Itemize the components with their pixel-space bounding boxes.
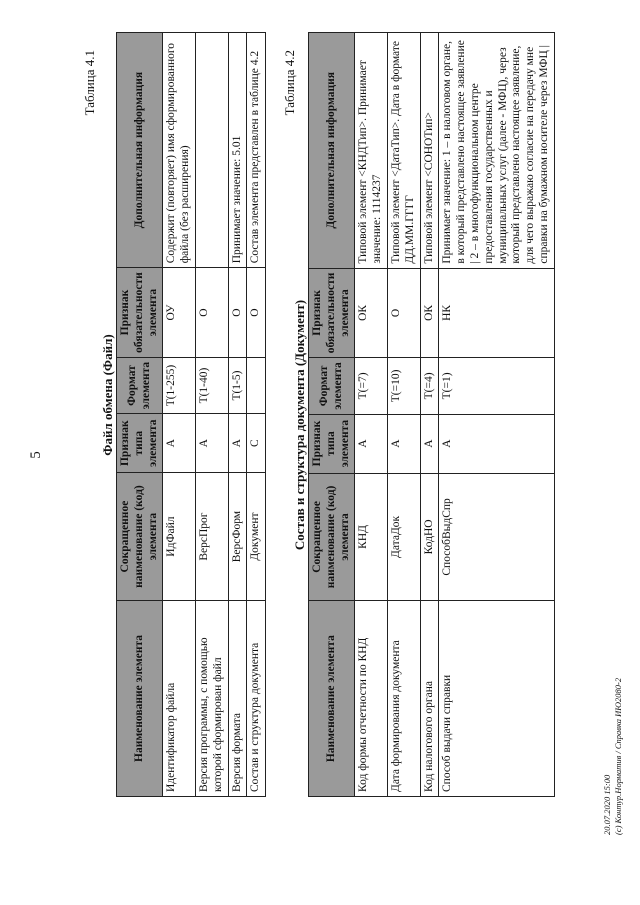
- cell-format: Т(=1): [439, 358, 554, 414]
- table-row: [228, 33, 247, 797]
- cell-additional-info: Содержит (повторяет) имя сформированного файла (без расширения): [163, 33, 196, 268]
- table-row: [163, 33, 196, 797]
- cell-type: С: [247, 414, 266, 473]
- cell-required: ОУ: [163, 268, 196, 358]
- cell-short-name: СпособВыдСпр: [439, 473, 554, 601]
- cell-required: О: [247, 268, 266, 358]
- cell-format: Т(=7): [355, 358, 388, 414]
- table-header-row: [309, 33, 355, 797]
- table-document-structure: [308, 32, 555, 797]
- table-row: [420, 33, 439, 797]
- cell-short-name: ДатаДок: [387, 473, 420, 601]
- page-number: 5: [28, 451, 44, 459]
- table-row: [387, 33, 420, 797]
- table-row: [439, 33, 554, 797]
- cell-required: О: [387, 268, 420, 358]
- header-type: Признак типа элемента: [117, 414, 163, 473]
- cell-additional-info: Типовой элемент <СОНОТип>: [420, 33, 439, 269]
- cell-short-name: КодНО: [420, 473, 439, 601]
- cell-element-name: Код налогового органа: [420, 601, 439, 797]
- cell-required: О: [195, 268, 228, 358]
- cell-required: О: [228, 268, 247, 358]
- cell-format: [247, 357, 266, 413]
- cell-additional-info: Состав элемента представлен в таблице 4.2: [247, 33, 266, 268]
- table-row: [195, 33, 228, 797]
- cell-short-name: ИдФайл: [163, 473, 196, 601]
- cell-short-name: Документ: [247, 473, 266, 601]
- cell-element-name: Дата формирования документа: [387, 601, 420, 797]
- cell-required: ОК: [420, 268, 439, 358]
- header-required: Признак обязательности элемента: [309, 268, 355, 358]
- header-format: Формат элемента: [117, 357, 163, 413]
- table-2-caption: Состав и структура документа (Документ): [292, 299, 307, 551]
- cell-format: Т(=10): [387, 358, 420, 414]
- cell-required: НК: [439, 268, 554, 358]
- cell-element-name: Идентификатор файла: [163, 600, 196, 796]
- table-header-row: [117, 33, 163, 797]
- cell-required: ОК: [355, 268, 388, 358]
- header-element-name: Наименование элемента: [309, 601, 355, 797]
- cell-element-name: Версия формата: [228, 600, 247, 796]
- header-short-name: Сокращенное наименование (код) элемента: [117, 473, 163, 601]
- table-1-caption: Файл обмена (Файл): [100, 334, 115, 456]
- cell-additional-info: Типовой элемент <КНДТип>. Принимает значение: 1114237: [355, 33, 388, 269]
- cell-format: Т(1-5): [228, 357, 247, 413]
- cell-short-name: ВерсФорм: [228, 473, 247, 601]
- cell-additional-info: Принимает значение: 5.01: [228, 33, 247, 268]
- cell-format: Т(=4): [420, 358, 439, 414]
- header-format: Формат элемента: [309, 358, 355, 414]
- cell-element-name: Версия программы, с помощью которой сформирован файл: [195, 600, 228, 796]
- cell-short-name: КНД: [355, 473, 388, 601]
- table-exchange-file: [116, 32, 266, 797]
- header-additional-info: Дополнительная информация: [117, 33, 163, 268]
- header-type: Признак типа элемента: [309, 414, 355, 473]
- cell-short-name: ВерсПрог: [195, 473, 228, 601]
- cell-element-name: Способ выдачи справки: [439, 601, 554, 797]
- cell-format: Т(1-255): [163, 357, 196, 413]
- header-additional-info: Дополнительная информация: [309, 33, 355, 269]
- table-row: [247, 33, 266, 797]
- table-2-number: Таблица 4.2: [282, 50, 297, 116]
- cell-additional-info: Типовой элемент <ДатаТип>. Дата в формате ДД.ММ.ГГГГ: [387, 33, 420, 269]
- cell-type: А: [355, 414, 388, 473]
- cell-additional-info: Принимает значение: 1 – в налоговом органе, в который представлено настоящее заявление | 2 – в многофункциональном центре предоставления государственных и муниципальных услуг (далее - МФЦ), через который представлено настоящее заявление, для чего выражаю согласие на передачу мне справки на бумажном носителе через МФЦ |: [439, 33, 554, 269]
- header-required: Признак обязательности элемента: [117, 268, 163, 358]
- cell-type: А: [195, 414, 228, 473]
- header-short-name: Сокращенное наименование (код) элемента: [309, 473, 355, 601]
- header-element-name: Наименование элемента: [117, 600, 163, 796]
- cell-type: А: [228, 414, 247, 473]
- table-1-number: Таблица 4.1: [82, 50, 97, 116]
- cell-element-name: Состав и структура документа: [247, 600, 266, 796]
- cell-type: А: [387, 414, 420, 473]
- table-row: [355, 33, 388, 797]
- footer-timestamp: 20.07.2020 15:00: [602, 774, 612, 835]
- cell-type: А: [420, 414, 439, 473]
- cell-type: А: [163, 414, 196, 473]
- footer-source: (c) Контур.Норматив / Справка ИЮ2080-2: [613, 677, 624, 835]
- cell-format: Т(1-40): [195, 357, 228, 413]
- cell-element-name: Код формы отчетности по КНД: [355, 601, 388, 797]
- cell-additional-info: [195, 33, 228, 268]
- cell-type: А: [439, 414, 554, 473]
- footer: [602, 678, 624, 835]
